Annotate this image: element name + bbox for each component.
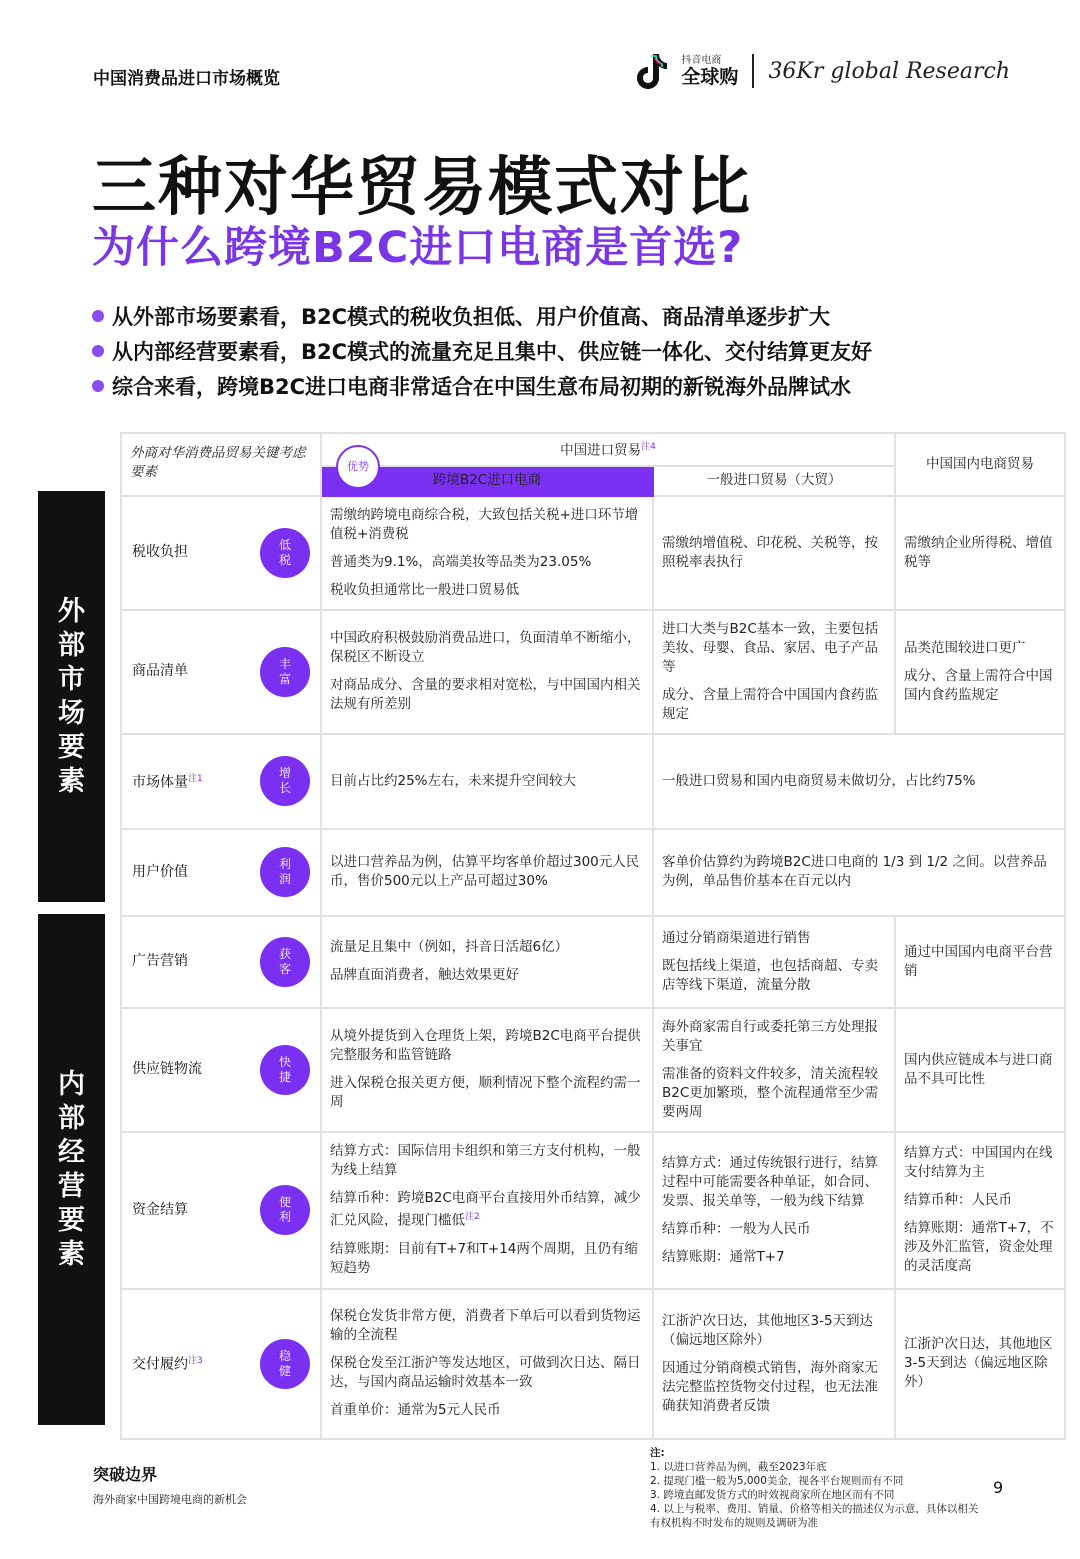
cell-text: 结算币种：一般为人民币 [662, 1220, 811, 1237]
table-row [121, 916, 1065, 1008]
factor-cell [121, 496, 321, 610]
factor-badge: 丰 富 [260, 647, 310, 697]
factor-name: 市场体量$^{注1}$ [132, 773, 203, 791]
cell-text: 需缴纳企业所得税、增值税等 [904, 534, 1053, 570]
cell-text: 进口大类与B2C基本一致，主要包括美妆、母婴、食品、家居、电子产品等 [662, 620, 879, 675]
factor-badge: 获 客 [260, 937, 310, 987]
logo-divider [752, 54, 754, 88]
general-trade-cell [653, 610, 895, 734]
advantage-badge: 优势 [336, 445, 380, 489]
factor-name: 广告营销 [132, 953, 188, 969]
footnote-item: 1. 以进口营养品为例，截至2023年底 [650, 1461, 827, 1473]
side-label-external: 外 部 市 场 要 素 [38, 491, 105, 902]
cell-text: 目前占比约25%左右，未来提升空间较大 [330, 772, 577, 789]
bullet-item: 从外部市场要素看，B2C模式的税收负担低、用户价值高、商品清单逐步扩大 [92, 298, 872, 333]
b2c-cell [321, 829, 653, 916]
bullet-dot-icon [92, 380, 104, 392]
factor-cell [121, 829, 321, 916]
b2c-cell [321, 1008, 653, 1132]
logo-area [633, 52, 1010, 90]
factor-badge: 利 润 [260, 847, 310, 897]
domestic-ecommerce-header: 中国国内电商贸易 [895, 433, 1065, 496]
factor-badge: 低 税 [260, 528, 310, 578]
factor-badge: 稳 健 [260, 1339, 310, 1389]
cell-text: 需缴纳增值税、印花税、关税等，按照税率表执行 [662, 534, 878, 570]
cell-text: 结算账期：通常T+7，不涉及外汇监管，资金处理的灵活度高 [904, 1220, 1054, 1274]
table-row [121, 610, 1065, 734]
cell-text: 结算币种：人民币 [904, 1192, 1013, 1208]
cell-text: 因通过分销商模式销售，海外商家无法完整监控货物交付过程，也无法准确获知消费者反馈 [662, 1359, 878, 1414]
cell-text: 结算币种：跨境B2C电商平台直接用外币结算，减少汇兑风险，提现门槛低$^{注2}$ [330, 1190, 641, 1229]
b2c-cell [321, 496, 653, 610]
footnote-item: 4. 以上与税率、费用、销量、价格等相关的描述仅为示意，具体以相关有权机构不时发布的规则及调研为准 [650, 1503, 979, 1529]
cell-text: 既包括线上渠道，也包括商超、专卖店等线下渠道，流量分散 [662, 957, 878, 993]
cell-text: 保税仓发货非常方便，消费者下单后可以看到货物运输的全流程 [330, 1308, 641, 1343]
table-row [121, 1132, 1065, 1289]
cell-text: 需缴纳跨境电商综合税，大致包括关税+进口环节增值税+消费税 [330, 506, 639, 542]
cell-text: 成分、含量上需符合中国国内食药监规定 [662, 686, 878, 722]
cell-text: 一般进口贸易和国内电商贸易未做切分，占比约75% [662, 772, 976, 789]
factor-cell [121, 1008, 321, 1132]
footer-branding [93, 1462, 247, 1507]
table-row [121, 829, 1065, 916]
b2c-cell [321, 1289, 653, 1439]
table-row [121, 1289, 1065, 1439]
cell-text: 结算账期：目前有T+7和T+14两个周期，且仍有缩短趋势 [330, 1240, 638, 1276]
factor-cell [121, 1289, 321, 1439]
cell-text: 对商品成分、含量的要求相对宽松，与中国国内相关法规有所差别 [330, 677, 641, 712]
bullet-dot-icon [92, 310, 104, 322]
cell-text: 进入保税仓报关更方便，顺利情况下整个流程约需一周 [330, 1075, 641, 1110]
cell-text: 海外商家需自行或委托第三方处理报关事宜 [662, 1018, 878, 1054]
factor-cell [121, 610, 321, 734]
b2c-cell [321, 916, 653, 1008]
table-row [121, 496, 1065, 610]
factor-badge: 增 长 [260, 756, 310, 806]
table-row [121, 734, 1065, 829]
cell-text: 结算方式：国际信用卡组织和第三方支付机构，一般为线上结算 [330, 1143, 641, 1179]
general-trade-header: 一般进口贸易（大贸） [653, 466, 895, 496]
general-trade-cell [653, 916, 895, 1008]
cell-text: 江浙沪次日达，其他地区3-5天到达（偏远地区除外） [662, 1312, 874, 1348]
cell-text: 普通类为9.1%，高端美妆等品类为23.05% [330, 553, 592, 570]
cell-text: 以进口营养品为例，估算平均客单价超过300元人民币，售价500元以上产品可超过30% [330, 854, 640, 889]
b2c-cell [321, 734, 653, 829]
tiktok-logo-icon [633, 52, 667, 90]
report-section-title: 中国消费品进口市场概览 [93, 69, 280, 89]
partner-logo: 36Kr global Research [768, 58, 1010, 84]
cell-text: 结算账期：通常T+7 [662, 1248, 785, 1265]
china-import-header: 中国进口贸易$^{注4}$ [321, 433, 895, 466]
bullet-item: 从内部经营要素看，B2C模式的流量充足且集中、供应链一体化、交付结算更友好 [92, 333, 872, 368]
table-row [121, 1008, 1065, 1132]
general-trade-cell [653, 1289, 895, 1439]
factor-name: 税收负担 [132, 544, 188, 560]
factor-name: 交付履约$^{注3}$ [132, 1356, 203, 1373]
merged-cell [653, 734, 1065, 829]
cell-text: 从境外提货到入仓理货上架，跨境B2C电商平台提供完整服务和监管链路 [330, 1028, 641, 1063]
cell-text: 结算方式：中国国内在线支付结算为主 [904, 1145, 1053, 1180]
cell-text: 首重单价：通常为5元人民币 [330, 1402, 501, 1418]
factor-cell [121, 916, 321, 1008]
domestic-cell [895, 496, 1065, 610]
cell-text: 国内供应链成本与进口商品不具可比性 [904, 1051, 1053, 1087]
factor-name: 用户价值 [132, 863, 188, 880]
footer-title: 突破边界 [93, 1465, 158, 1484]
b2c-header: 优势 跨境B2C进口电商 [321, 466, 653, 496]
b2c-cell [321, 610, 653, 734]
cell-text: 成分、含量上需符合中国国内食药监规定 [904, 667, 1053, 703]
side-label-internal: 内 部 经 营 要 素 [38, 914, 105, 1425]
page-number: 9 [993, 1478, 1004, 1497]
key-factors-header: 外商对华消费品贸易关键考虑要素 [121, 433, 321, 496]
cell-text: 通过中国国内电商平台营销 [904, 943, 1053, 979]
domestic-cell [895, 1289, 1065, 1439]
cell-text: 保税仓发至江浙沪等发达地区，可做到次日达、隔日达，与国内商品运输时效基本一致 [330, 1355, 641, 1390]
factor-cell [121, 1132, 321, 1289]
bullet-item: 综合来看，跨境B2C进口电商非常适合在中国生意布局初期的新锐海外品牌试水 [92, 368, 872, 403]
general-trade-cell [653, 1008, 895, 1132]
cell-text: 江浙沪次日达，其他地区3-5天到达（偏远地区除外） [904, 1336, 1053, 1390]
page-subtitle: 为什么跨境B2C进口电商是首选? [92, 223, 744, 273]
comparison-table [120, 432, 1066, 1440]
cell-text: 流量足且集中（例如，抖音日活超6亿） [330, 939, 569, 955]
domestic-cell [895, 916, 1065, 1008]
footnote-item: 2. 提现门槛一般为5,000美金，视各平台规则而有不同 [650, 1475, 904, 1487]
cell-text: 需准备的资料文件较多，清关流程较B2C更加繁琐，整个流程通常至少需要两周 [662, 1065, 879, 1120]
brand-text [681, 55, 738, 88]
footer-subtitle: 海外商家中国跨境电商的新机会 [93, 1493, 247, 1506]
general-trade-cell [653, 1132, 895, 1289]
cell-text: 通过分销商渠道进行销售 [662, 929, 811, 946]
domestic-cell [895, 610, 1065, 734]
cell-text: 客单价估算约为跨境B2C进口电商的 1/3 到 1/2 之间。以营养品为例，单品售价基本在百元以内 [662, 854, 1047, 889]
factor-badge: 快 捷 [260, 1045, 310, 1095]
cell-text: 结算方式：通过传统银行进行，结算过程中可能需要各种单证，如合同、发票、报关单等，一般为线下结算 [662, 1154, 878, 1209]
cell-text: 品牌直面消费者，触达效果更好 [330, 967, 519, 983]
factor-badge: 便 利 [260, 1185, 310, 1235]
factor-cell [121, 734, 321, 829]
merged-cell [653, 829, 1065, 916]
footnotes [650, 1446, 980, 1530]
footnotes-label: 注: [650, 1447, 665, 1459]
cell-text: 品类范围较进口更广 [904, 639, 1026, 656]
bullet-dot-icon [92, 345, 104, 357]
domestic-cell [895, 1008, 1065, 1132]
general-trade-cell [653, 496, 895, 610]
brand-big: 全球购 [681, 65, 739, 88]
summary-bullets [92, 298, 872, 403]
domestic-cell [895, 1132, 1065, 1289]
footnote-item: 3. 跨境直邮发货方式的时效视商家所在地区而有不同 [650, 1489, 895, 1501]
cell-text: 中国政府积极鼓励消费品进口，负面清单不断缩小，保税区不断设立 [330, 630, 641, 665]
factor-name: 商品清单 [132, 663, 188, 679]
brand-small: 抖音电商 [681, 54, 722, 66]
factor-name: 资金结算 [132, 1201, 188, 1218]
factor-name: 供应链物流 [132, 1061, 202, 1077]
b2c-cell [321, 1132, 653, 1289]
page-title: 三种对华贸易模式对比 [92, 151, 752, 225]
cell-text: 税收负担通常比一般进口贸易低 [330, 581, 519, 598]
